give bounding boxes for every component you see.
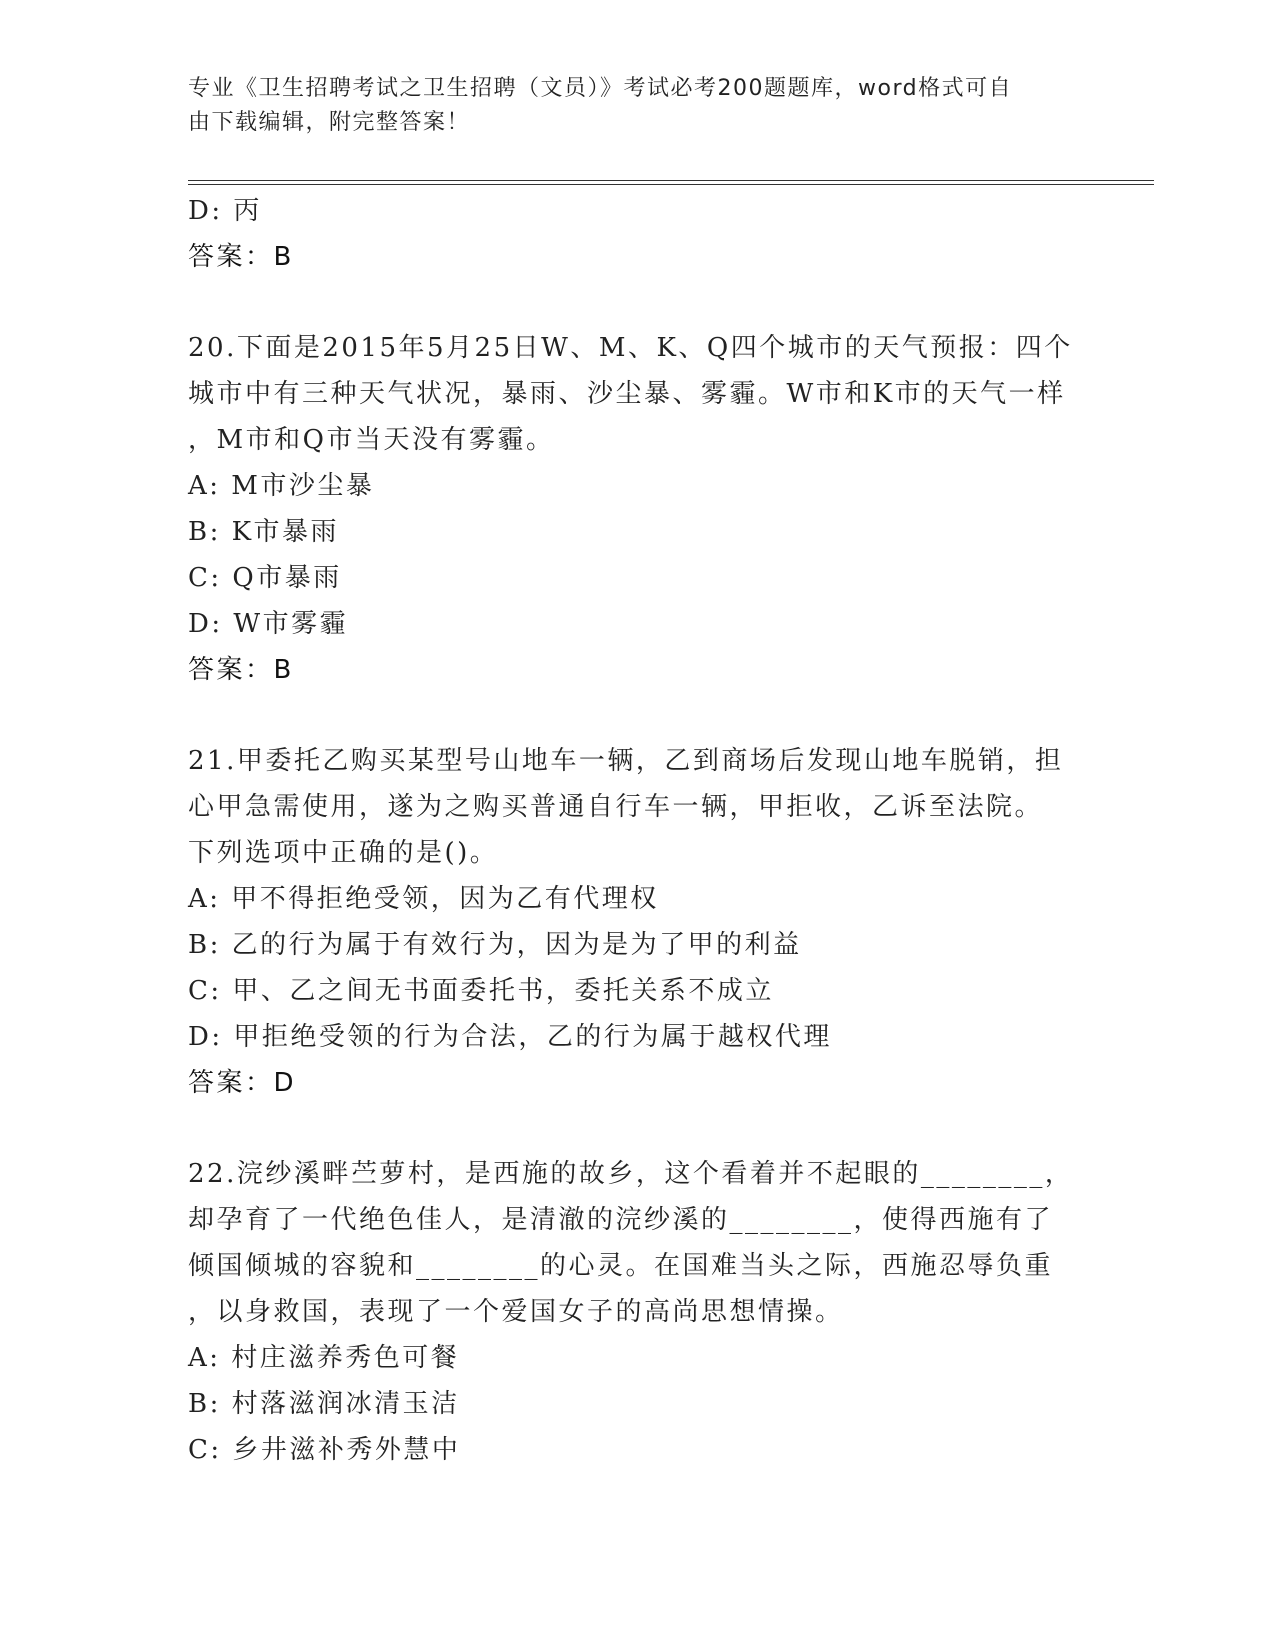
option-a: A: 甲不得拒绝受领，因为乙有代理权 xyxy=(188,884,659,914)
question-22 xyxy=(188,1151,1088,1473)
question-21 xyxy=(188,738,1088,1106)
stem-line: ，M市和Q市当天没有雾霾。 xyxy=(188,425,555,455)
question-20 xyxy=(188,325,1088,693)
header-title-line-2: 由下载编辑，附完整答案！ xyxy=(188,110,471,135)
stem-line: 倾国倾城的容貌和________的心灵。在国难当头之际，西施忍辱负重 xyxy=(188,1251,1054,1281)
question-stem xyxy=(188,325,1088,463)
stem-line: 下列选项中正确的是()。 xyxy=(188,838,499,868)
option-b: B: 乙的行为属于有效行为，因为是为了甲的利益 xyxy=(188,930,802,960)
option-b: B: K市暴雨 xyxy=(188,517,340,547)
option-a: A: M市沙尘暴 xyxy=(188,471,375,501)
answer-line: 答案：D xyxy=(188,1068,297,1098)
option-c: C: 乡井滋补秀外慧中 xyxy=(188,1435,461,1465)
option-d: D: W市雾霾 xyxy=(188,609,349,639)
option-c: C: Q市暴雨 xyxy=(188,563,342,593)
stem-line: ，以身救国，表现了一个爱国女子的高尚思想情操。 xyxy=(188,1297,844,1327)
page-header xyxy=(188,72,1068,140)
option-d: D: 甲拒绝受领的行为合法，乙的行为属于越权代理 xyxy=(188,1022,832,1052)
option-b: B: 村落滋润冰清玉洁 xyxy=(188,1389,460,1419)
document-body xyxy=(188,188,1088,1473)
stem-line: 心甲急需使用，遂为之购买普通自行车一辆，甲拒收，乙诉至法院。 xyxy=(188,792,1044,822)
stem-line: 却孕育了一代绝色佳人，是清澈的浣纱溪的________，使得西施有了 xyxy=(188,1205,1054,1235)
stem-line: 22.浣纱溪畔苎萝村，是西施的故乡，这个看着并不起眼的________， xyxy=(188,1159,1074,1189)
header-divider-bottom xyxy=(188,184,1154,185)
header-title-line-1: 专业《卫生招聘考试之卫生招聘（文员）》考试必考200题题库，word格式可自 xyxy=(188,76,1013,101)
question-stem xyxy=(188,1151,1088,1335)
header-divider-top xyxy=(188,180,1154,181)
option-a: A: 村庄滋养秀色可餐 xyxy=(188,1343,460,1373)
answer-line: 答案：B xyxy=(188,655,294,685)
option-c: C: 甲、乙之间无书面委托书，委托关系不成立 xyxy=(188,976,774,1006)
question-stem xyxy=(188,738,1088,876)
option-d: D: 丙 xyxy=(188,196,262,226)
stem-line: 城市中有三种天气状况，暴雨、沙尘暴、雾霾。W市和K市的天气一样 xyxy=(188,379,1066,409)
stem-line: 20.下面是2015年5月25日W、M、K、Q四个城市的天气预报：四个 xyxy=(188,333,1073,363)
answer-line: 答案：B xyxy=(188,242,294,272)
stem-line: 21.甲委托乙购买某型号山地车一辆，乙到商场后发现山地车脱销，担 xyxy=(188,746,1064,776)
